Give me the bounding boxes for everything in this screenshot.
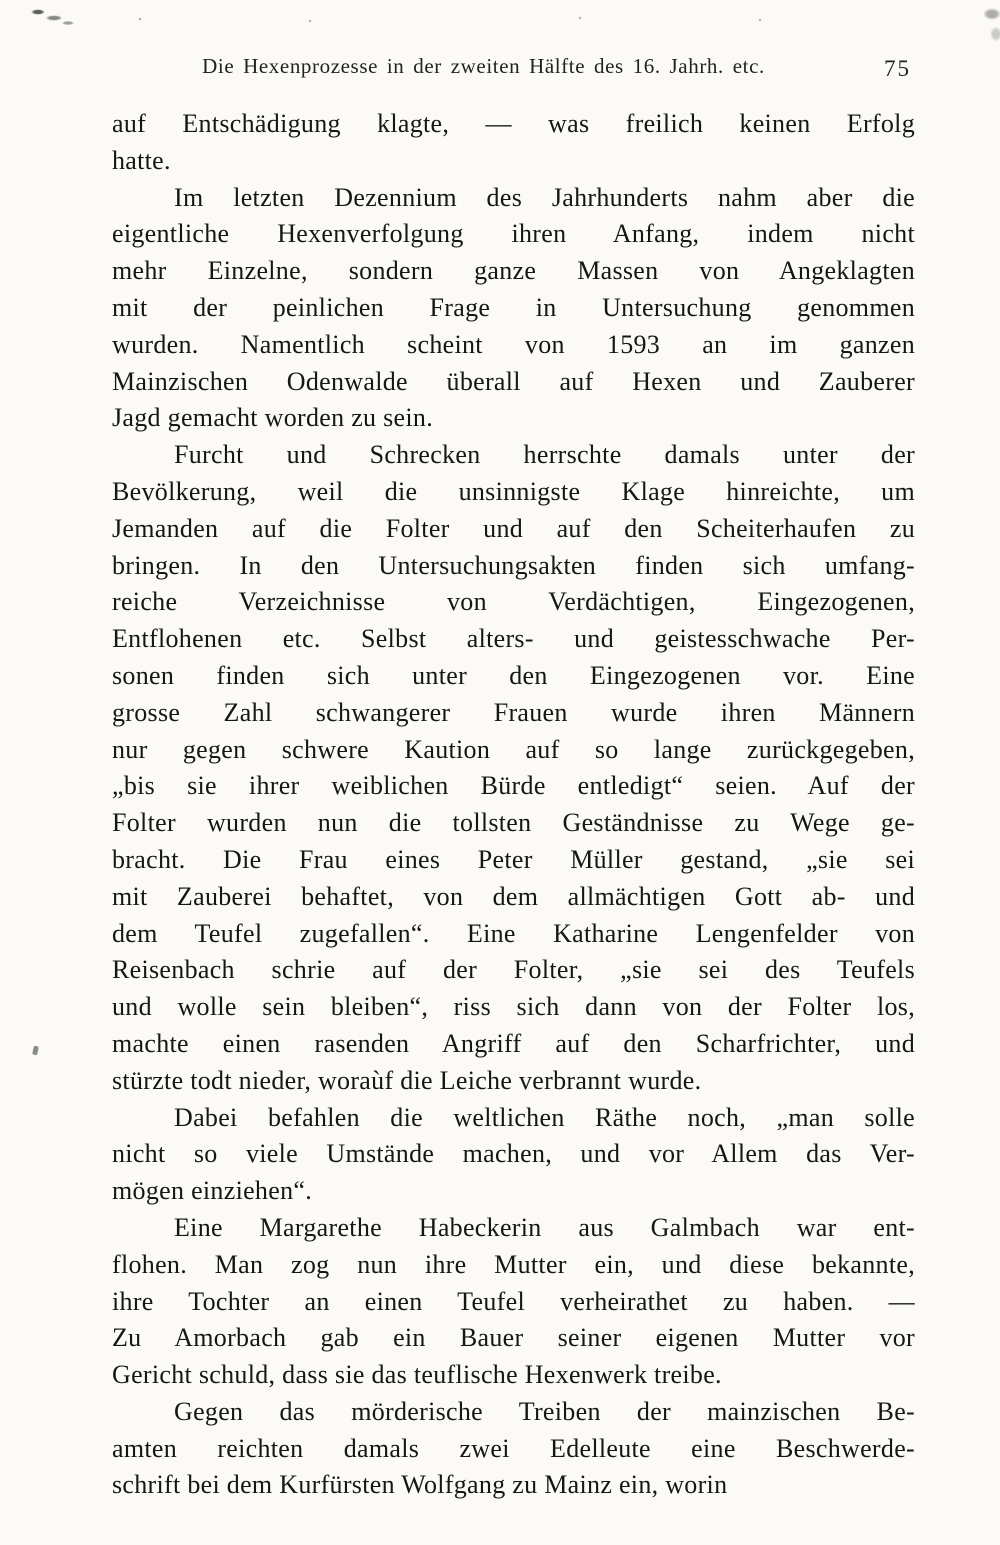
paragraph <box>112 106 915 180</box>
page-header <box>112 54 915 84</box>
text-line: stürzte todt nieder, woraùf die Leiche verbrannt wurde. <box>112 1065 702 1095</box>
text-line: mit der peinlichen Frage in Untersuchung genommen <box>112 292 915 322</box>
text-line: nur gegen schwere Kaution auf so lange zurückgegeben, <box>112 734 915 764</box>
paragraph <box>112 1394 915 1504</box>
text-line: Dabei befahlen die weltlichen Räthe noch, „man solle <box>174 1102 915 1132</box>
text-line: ihre Tochter an einen Teufel verheirathet zu haben. — <box>112 1286 915 1316</box>
text-line: amten reichten damals zwei Edelleute eine Beschwerde- <box>112 1433 915 1463</box>
text-line: Gericht schuld, dass sie das teuflische Hexenwerk treibe. <box>112 1360 722 1390</box>
page-number: 75 <box>884 56 911 81</box>
text-line: sonen finden sich unter den Eingezogenen vor. Eine <box>112 660 915 690</box>
scan-artifact <box>32 1046 39 1056</box>
text-line: dem Teufel zugefallen“. Eine Katharine Lengenfelder von <box>112 918 915 948</box>
text-line: Jagd gemacht worden zu sein. <box>112 403 434 433</box>
text-line: Gegen das mörderische Treiben der mainzischen Be- <box>174 1396 915 1426</box>
text-line: wurden. Namentlich scheint von 1593 an im ganzen <box>112 329 915 359</box>
text-line: hatte. <box>112 145 171 175</box>
paragraph <box>112 180 915 438</box>
text-line: nicht so viele Umstände machen, und vor Allem das Ver- <box>112 1139 915 1169</box>
paragraph <box>112 437 915 1099</box>
text-line: und wolle sein bleiben“, riss sich dann von der Folter los, <box>112 992 915 1022</box>
paragraph <box>112 1210 915 1394</box>
text-line: Zu Amorbach gab ein Bauer seiner eigenen Mutter vor <box>112 1323 915 1353</box>
text-body <box>112 106 915 1504</box>
text-line: mit Zauberei behaftet, von dem allmächtigen Gott ab- und <box>112 881 915 911</box>
scan-artifact <box>28 6 80 28</box>
text-line: Eine Margarethe Habeckerin aus Galmbach war ent- <box>174 1212 915 1242</box>
text-line: Im letzten Dezennium des Jahrhunderts nahm aber die <box>174 182 915 212</box>
text-line: Mainzischen Odenwalde überall auf Hexen und Zauberer <box>112 366 915 396</box>
text-line: Jemanden auf die Folter und auf den Scheiterhaufen zu <box>112 513 915 543</box>
scan-artifact <box>966 4 1000 50</box>
scan-artifact <box>100 14 900 24</box>
text-line: eigentliche Hexenverfolgung ihren Anfang, indem nicht <box>112 219 915 249</box>
text-line: auf Entschädigung klagte, — was freilich keinen Erfolg <box>112 109 915 138</box>
text-line: machte einen rasenden Angriff auf den Scharfrichter, und <box>112 1028 915 1058</box>
text-line: Reisenbach schrie auf der Folter, „sie sei des Teufels <box>112 955 915 985</box>
text-line: „bis sie ihrer weiblichen Bürde entledigt“ seien. Auf der <box>112 771 915 801</box>
text-line: Folter wurden nun die tollsten Geständnisse zu Wege ge- <box>112 808 915 838</box>
running-title: Die Hexenprozesse in der zweiten Hälfte des 16. Jahrh. etc. <box>202 54 765 78</box>
text-line: mehr Einzelne, sondern ganze Massen von Angeklagten <box>112 256 915 286</box>
text-line: grosse Zahl schwangerer Frauen wurde ihren Männern <box>112 697 915 727</box>
text-line: schrift bei dem Kurfürsten Wolfgang zu Mainz ein, worin <box>112 1470 728 1500</box>
text-line: flohen. Man zog nun ihre Mutter ein, und diese bekannte, <box>112 1249 915 1279</box>
text-line: Furcht und Schrecken herrschte damals unter der <box>174 440 915 470</box>
text-line: bracht. Die Frau eines Peter Müller gestand, „sie sei <box>112 844 915 874</box>
text-line: mögen einziehen“. <box>112 1176 313 1206</box>
text-line: Bevölkerung, weil die unsinnigste Klage hinreichte, um <box>112 476 915 506</box>
text-line: reiche Verzeichnisse von Verdächtigen, Eingezogenen, <box>112 587 915 617</box>
paragraph <box>112 1100 915 1210</box>
text-line: Entflohenen etc. Selbst alters- und geistesschwache Per- <box>112 624 915 654</box>
text-line: bringen. In den Untersuchungsakten finden sich umfang- <box>112 550 915 580</box>
